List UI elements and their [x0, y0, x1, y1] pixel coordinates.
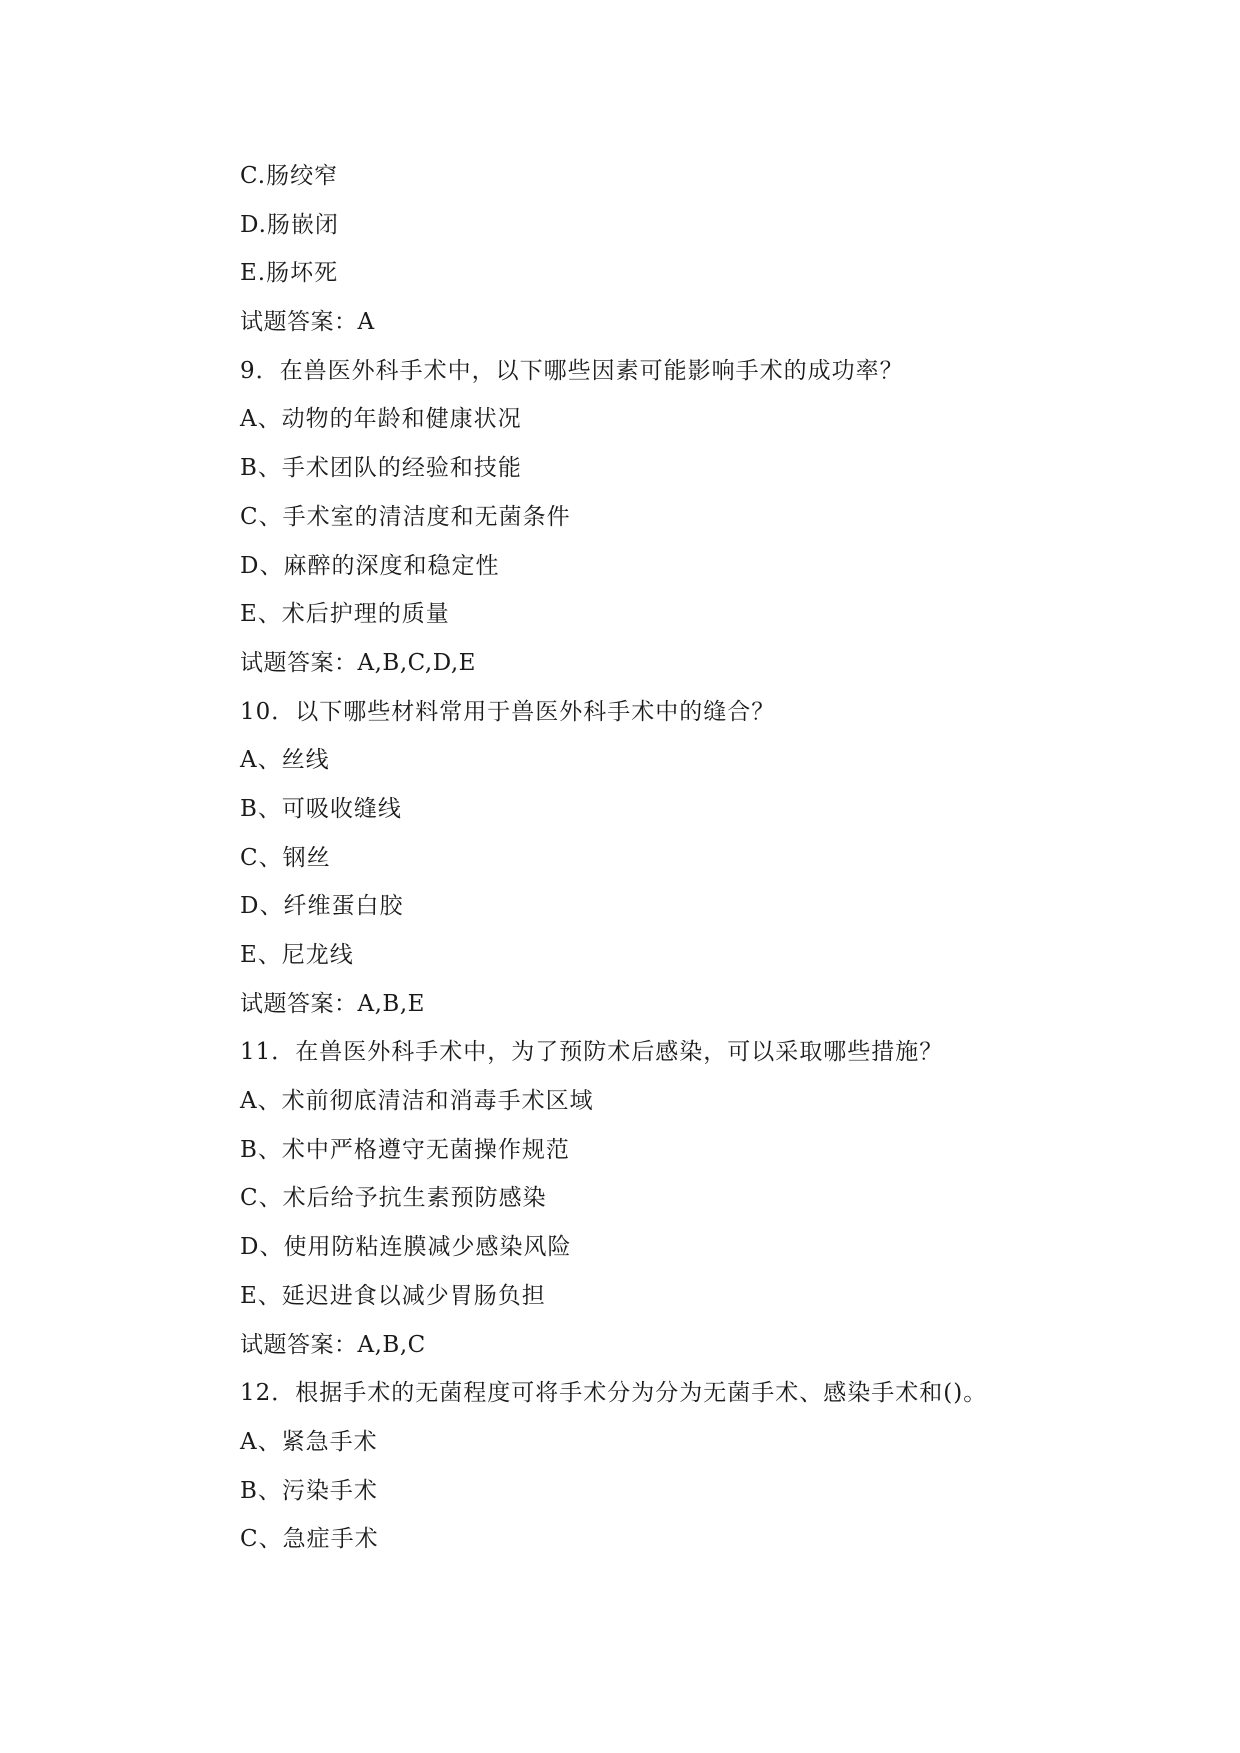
option-line: E、延迟进食以减少胃肠负担: [240, 1282, 546, 1309]
option-line: C、手术室的清洁度和无菌条件: [240, 503, 571, 530]
option-line: A、紧急手术: [240, 1428, 378, 1455]
option-line: C、钢丝: [240, 844, 331, 871]
question-line: 9．在兽医外科手术中，以下哪些因素可能影响手术的成功率？: [240, 357, 904, 384]
option-line: E.肠坏死: [240, 260, 339, 287]
option-line: A、动物的年龄和健康状况: [240, 406, 522, 433]
question-line: 12．根据手术的无菌程度可将手术分为分为无菌手术、感染手术和()。: [240, 1380, 988, 1407]
answer-line: 试题答案：A,B,C,D,E: [240, 649, 476, 676]
option-line: D、使用防粘连膜减少感染风险: [240, 1234, 572, 1261]
option-line: D、麻醉的深度和稳定性: [240, 552, 500, 579]
answer-line: 试题答案：A: [240, 309, 375, 336]
option-line: D.肠嵌闭: [240, 211, 339, 238]
question-line: 11．在兽医外科手术中，为了预防术后感染，可以采取哪些措施？: [240, 1039, 944, 1066]
option-line: B、污染手术: [240, 1477, 378, 1504]
option-line: E、术后护理的质量: [240, 601, 450, 628]
option-line: B、手术团队的经验和技能: [240, 455, 522, 482]
answer-line: 试题答案：A,B,C: [240, 1331, 426, 1358]
option-line: A、丝线: [240, 747, 330, 774]
option-line: A、术前彻底清洁和消毒手术区域: [240, 1088, 594, 1115]
option-line: C、急症手术: [240, 1526, 379, 1553]
answer-line: 试题答案：A,B,E: [240, 990, 425, 1017]
option-line: C、术后给予抗生素预防感染: [240, 1185, 547, 1212]
option-line: C.肠绞窄: [240, 163, 339, 189]
question-line: 10．以下哪些材料常用于兽医外科手术中的缝合？: [240, 698, 776, 725]
option-line: D、纤维蛋白胶: [240, 893, 404, 920]
option-line: E、尼龙线: [240, 942, 354, 968]
option-line: B、可吸收缝线: [240, 795, 402, 822]
option-line: B、术中严格遵守无菌操作规范: [240, 1136, 570, 1163]
exam-content: [240, 152, 1140, 1564]
